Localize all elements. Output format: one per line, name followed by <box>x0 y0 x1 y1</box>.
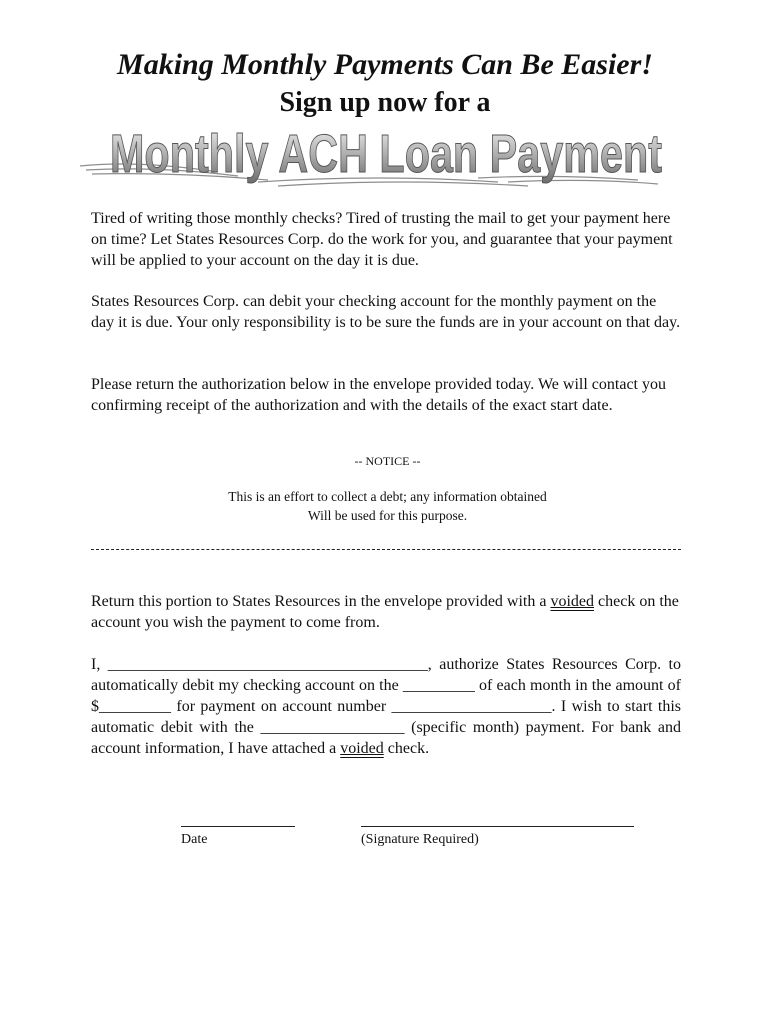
subheadline: Sign up now for a <box>279 87 491 118</box>
return-paragraph: Please return the authorization below in the envelope provided today. We will contact you confirming receipt of the authorization and with the details of the exact start date. <box>91 376 666 414</box>
return-text-after: check on the account you wish the payment to come from. <box>91 593 679 631</box>
return-portion-paragraph <box>91 591 681 633</box>
date-line <box>181 826 295 827</box>
banner-text: Monthly ACH Loan Payment <box>110 124 663 184</box>
notice-line-2: Will be used for this purpose. <box>307 508 468 523</box>
headline: Making Monthly Payments Can Be Easier! <box>117 48 653 81</box>
authorization-text: I, ________________________________________, authorize States Resources Corp. to automatically debit my checking account on the _________ of each month in the amount of $_________ for payment on account number ____________________. I wish to start this automatic debit with the __________________ (specific month) payment. For bank and account information, I have attached a <box>91 656 681 757</box>
banner-wordart <box>78 120 668 192</box>
voided-word-2: voided <box>340 740 384 757</box>
authorization-paragraph <box>91 654 681 759</box>
voided-word: voided <box>550 593 595 610</box>
authorization-text-end: check. <box>383 740 430 757</box>
signature-line <box>361 826 634 827</box>
date-label: Date <box>181 832 208 847</box>
notice-heading: -- NOTICE -- <box>354 454 421 468</box>
intro-paragraph: Tired of writing those monthly checks? Tired of trusting the mail to get your payment here on time? Let States Resources Corp. do the work for you, and guarantee that your payment will be applied to your account on the day it is due. <box>91 210 673 269</box>
debit-paragraph: States Resources Corp. can debit your checking account for the monthly payment on the day it is due. Your only responsibility is to be sure the funds are in your account on that day. <box>91 293 681 331</box>
notice-text <box>0 487 775 525</box>
cut-line <box>91 549 681 550</box>
signature-label: (Signature Required) <box>361 832 479 847</box>
notice-line-1: This is an effort to collect a debt; any information obtained <box>228 489 547 504</box>
return-text-before: Return this portion to States Resources in the envelope provided with a <box>91 593 551 610</box>
